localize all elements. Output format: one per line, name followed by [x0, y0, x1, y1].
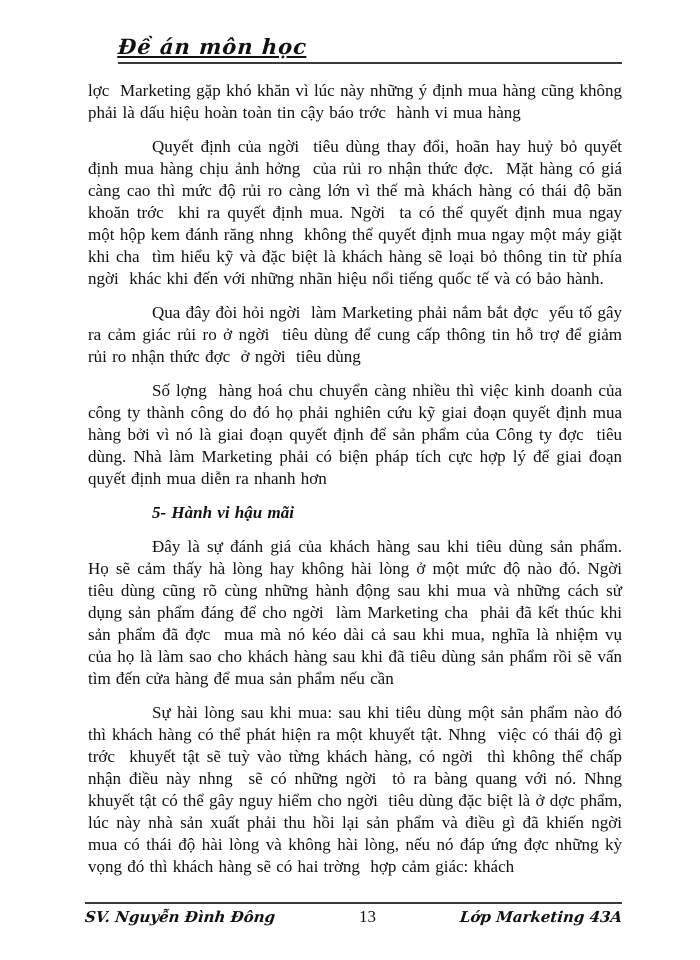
header-title: Đề án môn học [117, 34, 308, 59]
document-body [88, 80, 633, 890]
section-heading: 5- Hành vi hậu mãi [152, 503, 294, 522]
page-header [118, 36, 622, 64]
paragraph: Qua đây đòi hỏi ngời làm Marketing phải nắm bắt đợc yếu tố gây ra cảm giác rủi ro ở ngời tiêu dùng để cung cấp thông tin hỗ trợ để giảm rủi ro nhận thức đợc ở ngời tiêu dùng [88, 303, 628, 366]
paragraph: Quyết định của ngời tiêu dùng thay đổi, hoãn hay huỷ bỏ quyết định mua hàng chịu ảnh hởng của rủi ro nhận thức đợc. Mặt hàng có giá càng cao thì mức độ rủi ro càng lớn vì thế mà khách hàng có thái độ băn khoăn trớc khi ra quyết định mua. Ngời ta có thể quyết định mua ngay một hộp kem đánh răng nhng không thể quyết định mua ngay một máy giặt khi cha tìm hiểu kỹ và đặc biệt là khách hàng sẽ loại bỏ thông tin từ phía ngời khác khi đến với những nhãn hiệu nổi tiếng quốc tế và có bảo hành. [88, 137, 628, 288]
page-footer [85, 902, 622, 927]
footer-class-name: Lớp Marketing 43A [458, 908, 623, 926]
paragraph: Đây là sự đánh giá của khách hàng sau khi tiêu dùng sản phẩm. Họ sẽ cảm thấy hà lòng hay không hài lòng ở một mức độ nào đó. Ngời tiêu dùng cũng rõ cùng những hành động sau khi mua và những cách sử dụng sản phẩm đáng để cho ngời làm Marketing cha phải đã kết thúc khi sản phẩm đã đợc mua mà nó kéo dài cả sau khi mua, nghĩa là nhiệm vụ của họ là làm sao cho khách hàng sau khi đã tiêu dùng sản phẩm rồi sẽ vấn tìm đến cửa hàng để mua sản phẩm nếu cần [88, 537, 633, 688]
footer-page-number: 13 [358, 907, 376, 926]
paragraph: Sự hài lòng sau khi mua: sau khi tiêu dùng một sản phẩm nào đó thì khách hàng có thể phát hiện ra một khuyết tật. Nhng việc có thái độ gì trớc khuyết tật sẽ tuỳ vào từng khách hàng, có ngời thì không thể chấp nhận điều này nhng sẽ có những ngời tỏ ra bàng quang với nó. Nhng khuyết tật có thể gây nguy hiểm cho ngời tiêu dùng đặc biệt là ở dợc phẩm, lúc này nhà sản xuất phải thu hồi lại sản phẩm và điều gì đã khiến ngời mua có thái độ hài lòng và không hài lòng, nếu nó đáp ứng đợc những kỳ vọng đó thì khách hàng sẽ có hai trờng hợp cảm giác: khách [88, 703, 633, 876]
paragraph: Số lợng hàng hoá chu chuyển càng nhiều thì việc kinh doanh của công ty thành công do đó họ phải nghiên cứu kỹ giai đoạn quyết định mua hàng bởi vì nó là giai đoạn quyết định để sản phẩm của Công ty đợc tiêu dùng. Nhà làm Marketing phải có biện pháp tích cực hợp lý để giai đoạn quyết định mua diễn ra nhanh hơn [88, 381, 628, 488]
page-content [88, 0, 633, 960]
footer-author: SV. Nguyễn Đình Đông [84, 908, 277, 926]
paragraph: lợc Marketing gặp khó khăn vì lúc này những ý định mua hàng cũng không phải là dấu hiệu hoàn toàn tin cậy báo trớc hành vi mua hàng [88, 81, 628, 122]
